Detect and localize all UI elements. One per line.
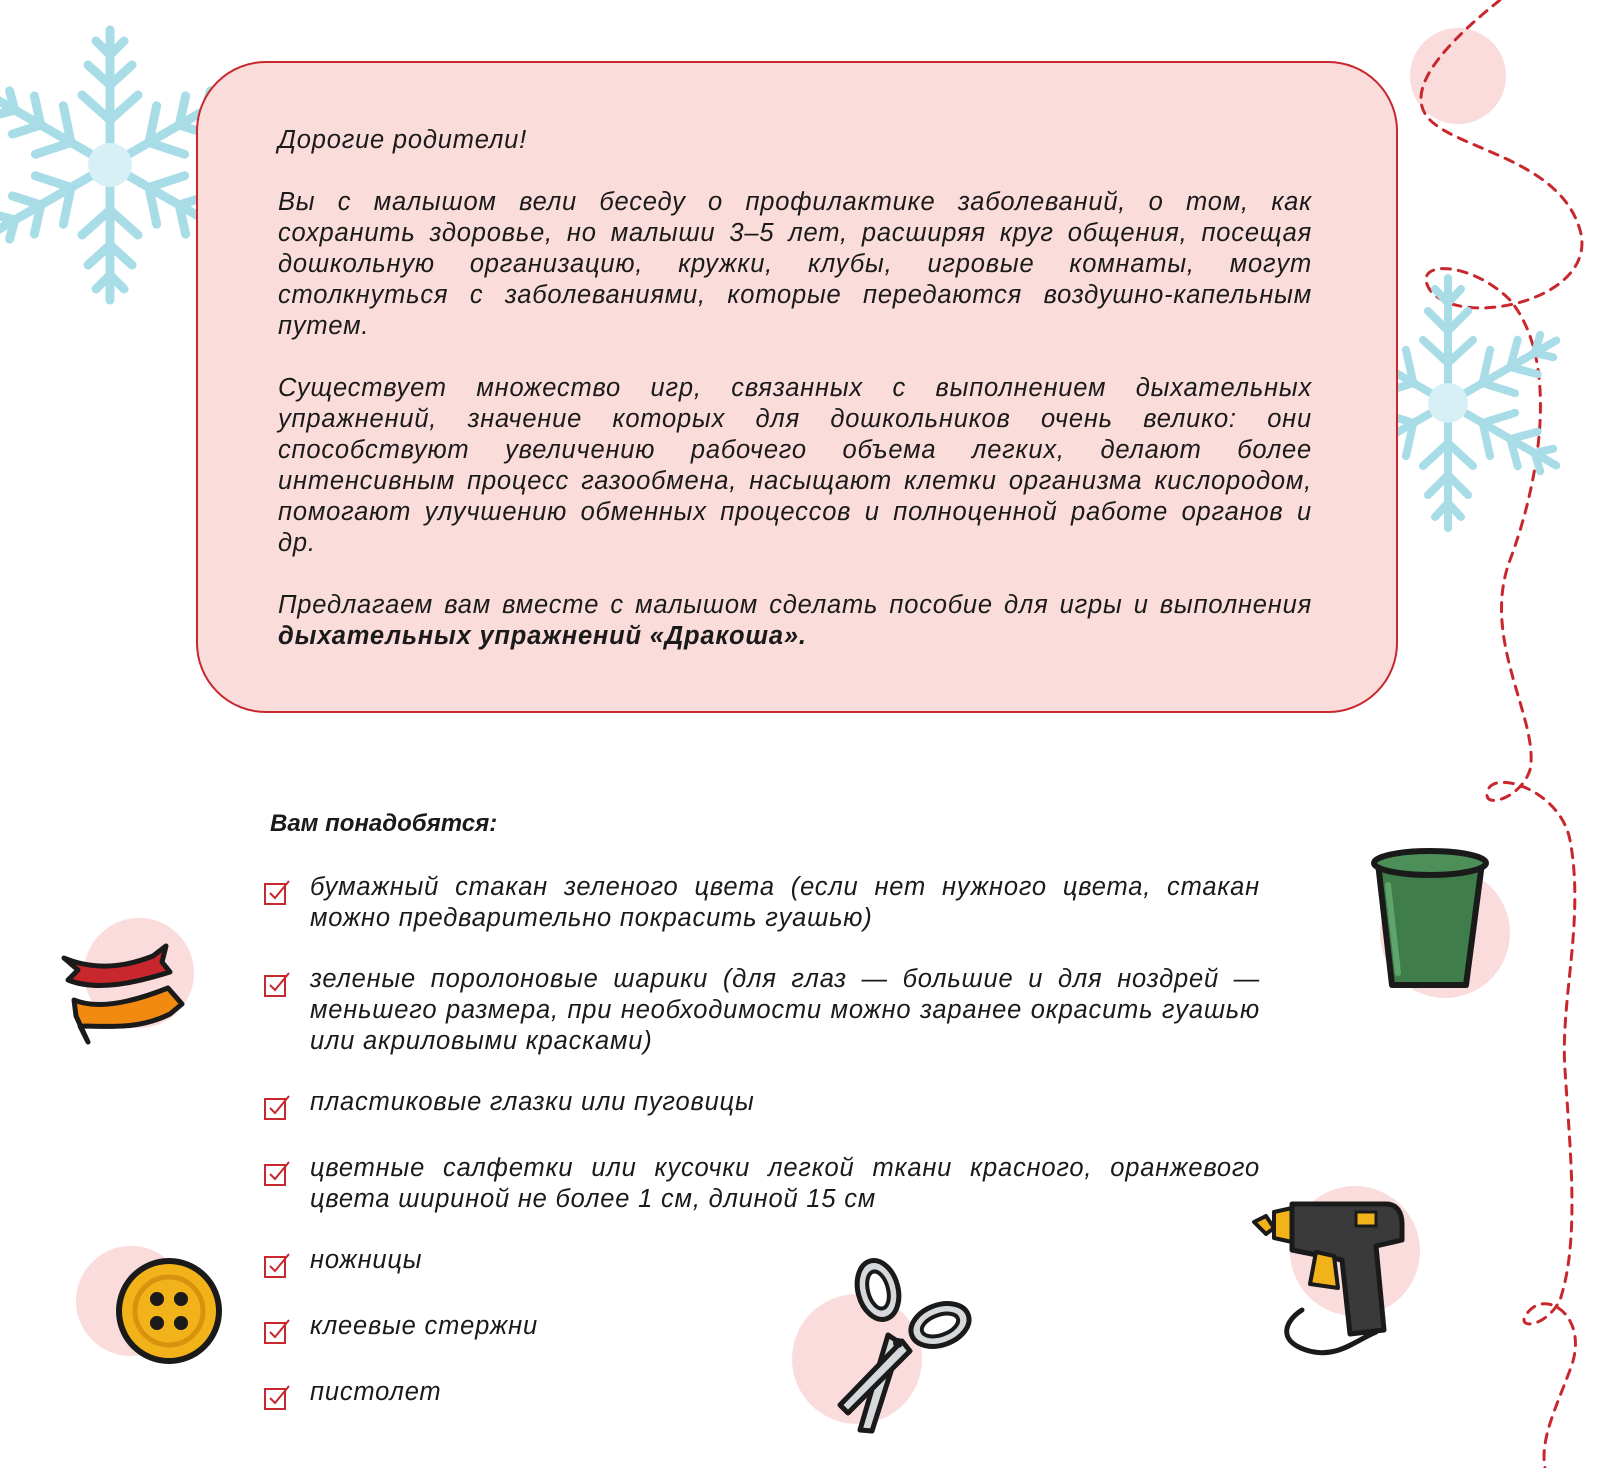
letter-card: [196, 61, 1398, 713]
materials-title: Вам понадобятся:: [270, 810, 498, 837]
list-item-text: бумажный стакан зеленого цвета (если нет нужного цвета, стакан можно предварительно покрасить гуашью): [310, 873, 1260, 932]
letter-greeting: Дорогие родители!: [278, 126, 527, 154]
letter-paragraph-1: Вы с малышом вели беседу о профилактике заболеваний, о том, как сохранить здоровье, но малыши 3–5 лет, расширяя круг общения, посещая дошкольную организацию, кружки, клубы, игровые комнаты, могут столкнуться с заболеваниями, которые передаются воздушно-капельным путем.: [278, 188, 1312, 340]
button-icon: [114, 1256, 224, 1366]
list-item: [270, 1311, 1260, 1347]
letter-paragraph-2: Существует множество игр, связанных с выполнением дыхательных упражнений, значение которых для дошкольников очень велико: они способствуют увеличению рабочего объема легких, делают более интенсивным процесс газообмена, насыщают клетки организма кислородом, помогают улучшению обменных процессов и полноценной работе органов и др.: [278, 374, 1312, 557]
list-item: [270, 964, 1260, 1057]
scissors-icon: [820, 1255, 980, 1435]
glue-gun-icon: [1246, 1200, 1416, 1360]
checkbox-icon: [262, 1159, 292, 1189]
ribbons-icon: [58, 940, 188, 1050]
list-item-text: ножницы: [310, 1246, 423, 1274]
list-item: [270, 1377, 1260, 1413]
checkbox-icon: [262, 878, 292, 908]
snowflake-icon: [0, 20, 220, 310]
letter-paragraph-3-bold: дыхательных упражнений «Дракоша».: [278, 622, 807, 650]
list-item: [270, 872, 1260, 934]
list-item-text: цветные салфетки или кусочки легкой ткани красного, оранжевого цвета шириной не более 1 см, длиной 15 см: [310, 1154, 1260, 1213]
checkbox-icon: [262, 1093, 292, 1123]
checkbox-icon: [262, 970, 292, 1000]
cup-icon: [1370, 845, 1500, 995]
list-item-text: пистолет: [310, 1378, 442, 1406]
letter-paragraph-3: [278, 590, 1312, 652]
checkbox-icon: [262, 1317, 292, 1347]
list-item-text: пластиковые глазки или пуговицы: [310, 1088, 755, 1116]
list-item: [270, 1245, 1260, 1281]
list-item: [270, 1087, 1260, 1123]
letter-paragraph-3-text: Предлагаем вам вместе с малышом сделать пособие для игры и выполнения: [278, 591, 1312, 619]
list-item: [270, 1153, 1260, 1215]
checkbox-icon: [262, 1383, 292, 1413]
list-item-text: клеевые стержни: [310, 1312, 538, 1340]
checkbox-icon: [262, 1251, 292, 1281]
materials-section: [270, 810, 1260, 1443]
list-item-text: зеленые поролоновые шарики (для глаз — большие и для ноздрей — меньшего размера, при необходимости можно заранее окрасить гуашью или акриловыми красками): [310, 965, 1260, 1055]
